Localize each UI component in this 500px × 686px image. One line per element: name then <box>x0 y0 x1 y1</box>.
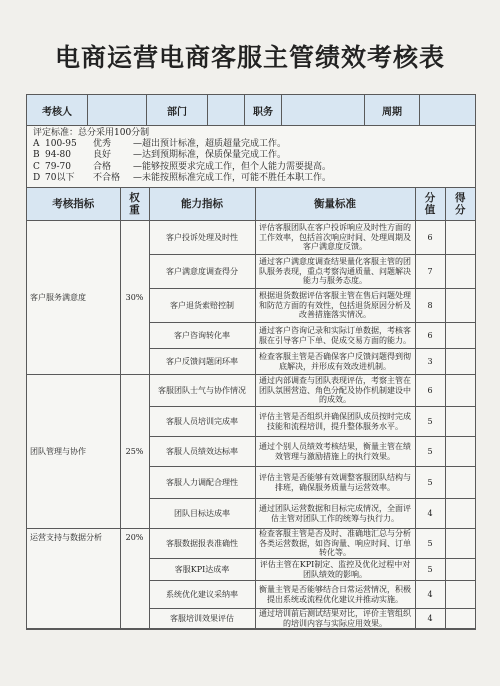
group-weight: 20% <box>120 529 149 629</box>
ability-indicator: 客户满意度调查得分 <box>149 255 255 289</box>
col-score: 得分 <box>445 188 475 221</box>
points-value: 7 <box>415 255 445 289</box>
level-code: C <box>33 161 40 172</box>
reviewer-label: 考核人 <box>27 95 88 125</box>
group-name: 运营支持与数据分析 <box>27 529 120 629</box>
measure-standard: 检查客服主管是否确保客户反馈问题得到彻底解决，并形成有效改进机制。 <box>255 349 415 375</box>
col-indicator: 考核指标 <box>27 188 120 221</box>
criteria-level <box>33 150 471 161</box>
points-value: 4 <box>415 499 445 529</box>
ability-indicator: 客服人力调配合理性 <box>149 467 255 499</box>
score-cell[interactable] <box>445 581 475 609</box>
page-title: 电商运营电商客服主管绩效考核表 <box>54 43 445 72</box>
level-code: D <box>33 172 41 183</box>
kpi-table <box>27 188 475 629</box>
ability-indicator: 客户退货索赔控制 <box>149 289 255 323</box>
measure-standard: 通过培训前后测试结果对比，评价主管组织的培训内容与实际应用效果。 <box>255 609 415 629</box>
level-grade: 不合格 <box>93 172 121 183</box>
ability-indicator: 客服KPI达成率 <box>149 559 255 581</box>
level-code: A <box>33 139 40 150</box>
measure-standard: 通过客户满意度调查结果量化客服主管的团队服务表现，重点考察沟通质量、问题解决能力与服务态度。 <box>255 255 415 289</box>
reviewer-field[interactable] <box>88 95 147 125</box>
criteria-level <box>33 162 471 173</box>
level-desc: —未能按照标准完成工作，可能不胜任本职工作。 <box>133 172 332 183</box>
info-header-row <box>27 95 475 126</box>
ability-indicator: 客服培训效果评估 <box>149 609 255 629</box>
level-desc: —超出预计标准，超质超量完成工作。 <box>133 139 287 150</box>
col-points: 分值 <box>415 188 445 221</box>
ability-indicator: 客服人员绩效达标率 <box>149 437 255 467</box>
points-value: 6 <box>415 375 445 407</box>
level-desc: —能够按照要求完成工作，但个人能力需要提高。 <box>133 161 332 172</box>
group-name: 客户服务满意度 <box>27 221 120 375</box>
points-value: 5 <box>415 407 445 437</box>
points-value: 6 <box>415 323 445 349</box>
criteria-level <box>33 139 471 150</box>
points-value: 4 <box>415 581 445 609</box>
score-cell[interactable] <box>445 255 475 289</box>
score-cell[interactable] <box>445 349 475 375</box>
points-value: 8 <box>415 289 445 323</box>
grading-criteria <box>27 126 475 188</box>
score-cell[interactable] <box>445 375 475 407</box>
measure-standard: 根据退货数据评估客服主管在售后问题处理和防范方面的有效性，包括退货原因分析及改善措施落实情况。 <box>255 289 415 323</box>
score-cell[interactable] <box>445 529 475 559</box>
measure-standard: 评估主管是否能够有效调整客服团队结构与排班，确保服务质量与运营效率。 <box>255 467 415 499</box>
score-cell[interactable] <box>445 221 475 255</box>
score-cell[interactable] <box>445 437 475 467</box>
ability-indicator: 客户反馈问题闭环率 <box>149 349 255 375</box>
measure-standard: 衡量主管是否能够结合日常运营情况，积极提出系统或流程优化建议并推动实施。 <box>255 581 415 609</box>
points-value: 4 <box>415 609 445 629</box>
measure-standard: 通过客户咨询记录和实际订单数据，考核客服在引导客户下单、促成交易方面的能力。 <box>255 323 415 349</box>
position-label: 职务 <box>245 95 282 125</box>
score-cell[interactable] <box>445 609 475 629</box>
measure-standard: 评估主管是否组织并确保团队成员按时完成技能和流程培训，提升整体服务水平。 <box>255 407 415 437</box>
measure-standard: 评估主管在KPI制定、监控及优化过程中对团队绩效的影响。 <box>255 559 415 581</box>
period-field[interactable] <box>420 95 475 125</box>
level-grade: 良好 <box>93 150 112 161</box>
score-cell[interactable] <box>445 407 475 437</box>
ability-indicator: 客服团队士气与协作情况 <box>149 375 255 407</box>
level-grade: 优秀 <box>93 139 112 150</box>
assessment-sheet <box>26 94 476 630</box>
points-value: 3 <box>415 349 445 375</box>
level-grade: 合格 <box>93 161 112 172</box>
level-range: 100-95 <box>45 139 77 150</box>
col-weight: 权重 <box>120 188 149 221</box>
position-field[interactable] <box>282 95 365 125</box>
ability-indicator: 团队目标达成率 <box>149 499 255 529</box>
ability-indicator: 客服人员培训完成率 <box>149 407 255 437</box>
measure-standard: 通过团队运营数据和目标完成情况，全面评估主管对团队工作的统筹与执行力。 <box>255 499 415 529</box>
level-code: B <box>33 150 40 161</box>
department-label: 部门 <box>147 95 208 125</box>
ability-indicator: 客户咨询转化率 <box>149 323 255 349</box>
criteria-intro: 评定标准：总分采用100分制 <box>33 128 150 138</box>
department-field[interactable] <box>208 95 245 125</box>
score-cell[interactable] <box>445 467 475 499</box>
measure-standard: 通过内部调查与团队表现评估，考察主管在团队氛围营造、角色分配及协作机制建设中的成效。 <box>255 375 415 407</box>
points-value: 5 <box>415 437 445 467</box>
group-weight: 30% <box>120 221 149 375</box>
table-row <box>27 221 475 255</box>
measure-standard: 通过个别人员绩效考核结果，衡量主管在绩效管理与激励措施上的执行效果。 <box>255 437 415 467</box>
col-ability: 能力指标 <box>149 188 255 221</box>
table-row <box>27 375 475 407</box>
ability-indicator: 客户投诉处理及时性 <box>149 221 255 255</box>
points-value: 5 <box>415 559 445 581</box>
measure-standard: 评估客服团队在客户投诉响应及时性方面的工作效率，包括首次响应时间、处理周期及客户满意度反馈。 <box>255 221 415 255</box>
ability-indicator: 系统优化建议采纳率 <box>149 581 255 609</box>
score-cell[interactable] <box>445 499 475 529</box>
col-standard: 衡量标准 <box>255 188 415 221</box>
level-range: 70以下 <box>45 172 75 183</box>
criteria-level <box>33 173 471 184</box>
group-name: 团队管理与协作 <box>27 375 120 529</box>
table-row <box>27 529 475 559</box>
points-value: 6 <box>415 221 445 255</box>
period-label: 周期 <box>365 95 420 125</box>
points-value: 5 <box>415 467 445 499</box>
score-cell[interactable] <box>445 289 475 323</box>
table-header-row <box>27 188 475 221</box>
ability-indicator: 客服数据报表准确性 <box>149 529 255 559</box>
level-range: 79-70 <box>45 161 71 172</box>
score-cell[interactable] <box>445 323 475 349</box>
points-value: 5 <box>415 529 445 559</box>
group-weight: 25% <box>120 375 149 529</box>
level-range: 94-80 <box>45 150 71 161</box>
measure-standard: 检查客服主管是否及时、准确地汇总与分析各类运营数据，如咨询量、响应时间、订单转化等。 <box>255 529 415 559</box>
score-cell[interactable] <box>445 559 475 581</box>
level-desc: —达到预期标准，保质保量完成工作。 <box>133 150 287 161</box>
